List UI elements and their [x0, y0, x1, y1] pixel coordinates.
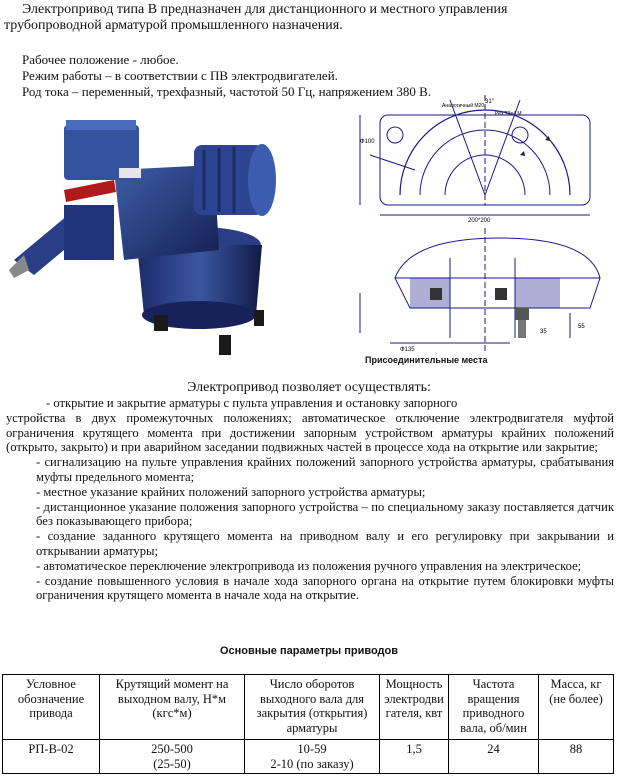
- figure-caption: Присоединительные места: [365, 355, 488, 365]
- feature-line: - дистанционное указание положения запорного устройства – по специальному заказу поставляется датчик без показывающего прибора;: [36, 499, 614, 529]
- feature-line: - сигнализацию на пульте управления крайних положений запорного устройства арматуры, срабатывания муфты предельного момента;: [36, 455, 614, 484]
- header-power: Мощность электродви гателя, квт: [380, 675, 449, 740]
- dim-angle: 31°: [485, 99, 495, 105]
- dim-h2: 55: [578, 324, 585, 330]
- dim-h1: 35: [540, 329, 547, 335]
- cell-speed: 24: [449, 740, 539, 774]
- dim-note-1: Аналогичный М20: [442, 103, 485, 109]
- param-position: Рабочее положение - любое.: [22, 52, 179, 67]
- drawing-top-view: [350, 95, 612, 225]
- cell-model: РП-В-02: [3, 740, 100, 774]
- feature-line: - открытие и закрытие арматуры с пульта управления и остановку запорного: [46, 396, 458, 410]
- torque-nm: 250-500: [151, 742, 193, 756]
- cell-power: 1,5: [380, 740, 449, 774]
- feature-line: - местное указание крайних положений запорного устройства арматуры;: [36, 484, 426, 499]
- cell-turns: [245, 740, 380, 774]
- table-title: Основные параметры приводов: [219, 645, 399, 657]
- feature-line: устройства в двух промежуточных положениях; автоматическое отключение электродвигателя муфтой ограничения крутящего момента при достижении запорным устройством арматуры крайних положений (открыто, закрыто) и при аварийном заседании подвижных частей в процессе хода на открытие или закрытие;: [6, 410, 614, 455]
- dim-bore: Ф100: [360, 139, 375, 145]
- dim-width: 200*200: [468, 218, 491, 224]
- header-mass: Масса, кг (не более): [539, 675, 614, 740]
- table-header-row: [3, 675, 614, 740]
- header-speed: Частота вращения приводного вала, об/мин: [449, 675, 539, 740]
- parameters-table: [2, 674, 614, 774]
- params-list: [22, 52, 431, 100]
- intro-line-2: трубопроводной арматурой промышленного назначения.: [4, 18, 343, 33]
- param-mode: Режим работы – в соответствии с ПВ электродвигателей.: [22, 68, 338, 83]
- feature-line: - автоматическое переключение электропривода из положения ручного управления на электрическое;: [36, 558, 582, 573]
- turns-order: 2-10 (по заказу): [270, 756, 354, 771]
- cell-mass: 88: [539, 740, 614, 774]
- table-row: [3, 740, 614, 774]
- header-model: Условное обозначение привода: [3, 675, 100, 740]
- dim-bottom: Ф135: [400, 347, 415, 353]
- feature-line: - создание повышенного условия в начале хода запорного органа на открытие путем блокировки муфты ограничения крутящего момента в начале хода на открытие.: [36, 573, 614, 603]
- cell-torque: [100, 740, 245, 774]
- intro-line-1: Электропривод типа В предназначен для дистанционного и местного управления: [22, 2, 508, 17]
- drawing-section-view: [350, 228, 612, 360]
- header-turns: Число оборотов выходного вала для закрытия (открытия) арматуры: [245, 675, 380, 740]
- motor-photo: [4, 110, 304, 365]
- feature-line: - создание заданного крутящего момента на приводном валу и его регулировку при закрывании и открывании арматуры;: [36, 529, 614, 558]
- section-heading: Электропривод позволяет осуществлять:: [187, 380, 431, 395]
- turns-range: 10-59: [297, 742, 327, 756]
- dim-note-2: Рез.Т3=4 М: [495, 111, 522, 117]
- header-torque: Крутящий момент на выходном валу, Н*м (кгс*м): [100, 675, 245, 740]
- param-current: Род тока – переменный, трехфазный, частотой 50 Гц, напряжением 380 В.: [22, 84, 432, 99]
- features-text: [6, 396, 614, 603]
- torque-kgsm: (25-50): [153, 756, 191, 771]
